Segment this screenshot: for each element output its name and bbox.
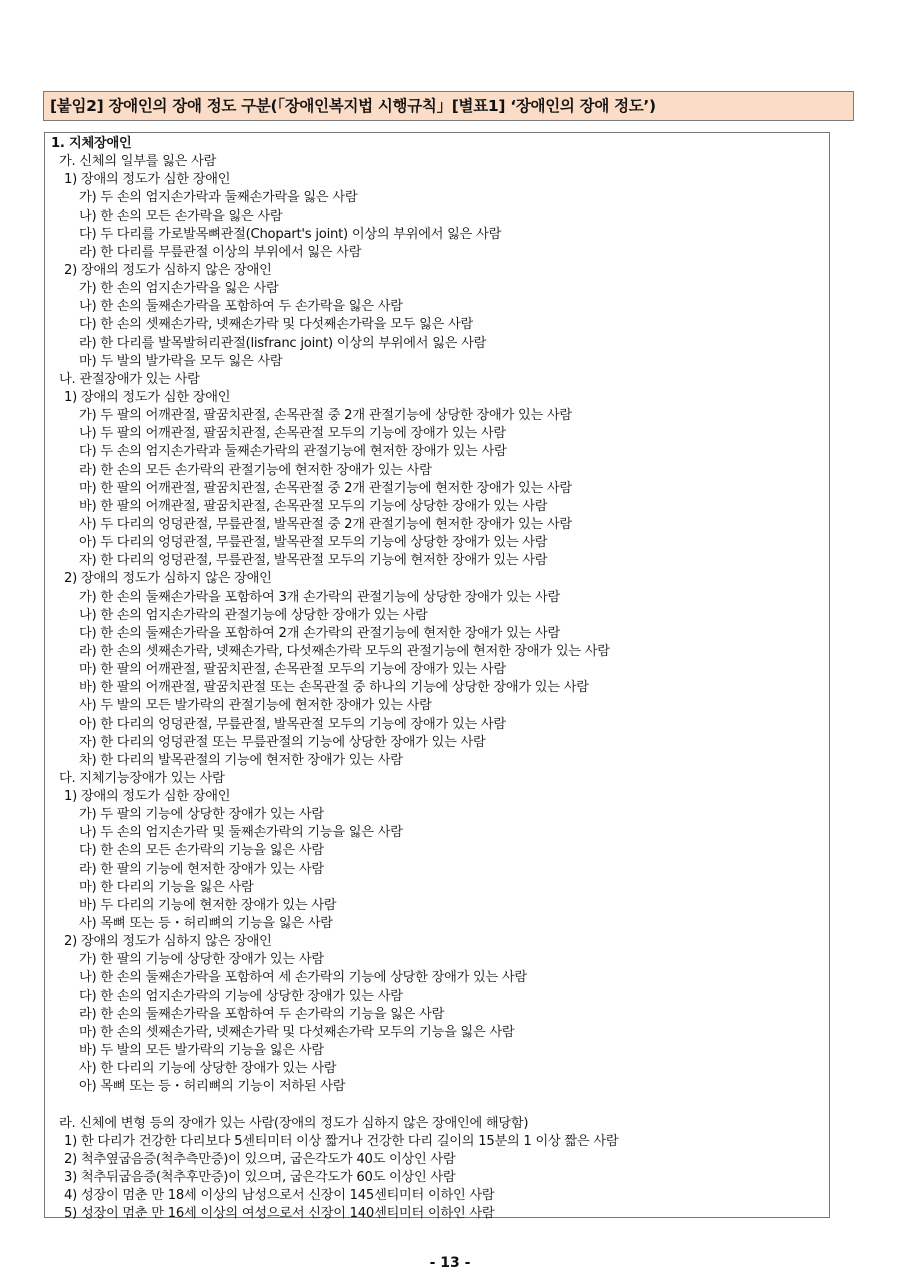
criteria-item: 다) 한 손의 모든 손가락의 기능을 잃은 사람 bbox=[79, 843, 324, 859]
criteria-item: 나) 한 손의 엄지손가락의 관절기능에 상당한 장애가 있는 사람 bbox=[79, 607, 428, 623]
severity-heading: 1) 장애의 정도가 심한 장애인 bbox=[64, 789, 231, 805]
criteria-item: 나) 한 손의 모든 손가락을 잃은 사람 bbox=[79, 208, 283, 224]
criteria-item: 가) 한 손의 둘째손가락을 포함하여 3개 손가락의 관절기능에 상당한 장애가 있는 사람 bbox=[79, 589, 561, 605]
criteria-item: 사) 한 다리의 기능에 상당한 장애가 있는 사람 bbox=[79, 1061, 337, 1077]
criteria-item: 사) 두 다리의 엉덩관절, 무릎관절, 발목관절 중 2개 관절기능에 현저한 장애가 있는 사람 bbox=[79, 516, 572, 532]
severity-heading: 2) 장애의 정도가 심하지 않은 장애인 bbox=[64, 934, 272, 950]
criteria-item: 아) 목뼈 또는 등・허리뼈의 기능이 저하된 사람 bbox=[79, 1079, 346, 1095]
criteria-item: 나) 두 손의 엄지손가락 및 둘째손가락의 기능을 잃은 사람 bbox=[79, 825, 403, 841]
criteria-item: 마) 한 다리의 기능을 잃은 사람 bbox=[79, 879, 254, 895]
criteria-item: 가) 두 팔의 어깨관절, 팔꿈치관절, 손목관절 중 2개 관절기능에 상당한 장애가 있는 사람 bbox=[79, 408, 572, 424]
criteria-item: 마) 한 팔의 어깨관절, 팔꿈치관절, 손목관절 모두의 기능에 장애가 있는 사람 bbox=[79, 662, 506, 678]
disability-criteria-box bbox=[44, 132, 830, 1222]
criteria-item: 가) 한 팔의 기능에 상당한 장애가 있는 사람 bbox=[79, 952, 324, 968]
criteria-item: 마) 한 손의 셋째손가락, 넷째손가락 및 다섯째손가락 모두의 기능을 잃은 사람 bbox=[79, 1024, 515, 1040]
criteria-item: 바) 한 팔의 어깨관절, 팔꿈치관절 또는 손목관절 중 하나의 기능에 상당한 장애가 있는 사람 bbox=[79, 680, 589, 696]
criteria-item: 가) 한 손의 엄지손가락을 잃은 사람 bbox=[79, 281, 279, 297]
criteria-item: 자) 한 다리의 엉덩관절 또는 무릎관절의 기능에 상당한 장애가 있는 사람 bbox=[79, 734, 486, 750]
severity-heading: 1) 장애의 정도가 심한 장애인 bbox=[64, 172, 231, 188]
criteria-item: 라) 한 다리를 무릎관절 이상의 부위에서 잃은 사람 bbox=[79, 244, 362, 260]
criteria-item: 자) 한 다리의 엉덩관절, 무릎관절, 발목관절 모두의 기능에 현저한 장애가 있는 사람 bbox=[79, 553, 548, 569]
criteria-item: 나) 한 손의 둘째손가락을 포함하여 두 손가락을 잃은 사람 bbox=[79, 299, 403, 315]
criteria-item: 라) 한 손의 모든 손가락의 관절기능에 현저한 장애가 있는 사람 bbox=[79, 462, 432, 478]
criteria-item: 아) 한 다리의 엉덩관절, 무릎관절, 발목관절 모두의 기능에 장애가 있는 사람 bbox=[79, 716, 506, 732]
severity-heading: 1) 한 다리가 건강한 다리보다 5센티미터 이상 짧거나 건강한 다리 길이의 15분의 1 이상 짧은 사람 bbox=[64, 1133, 619, 1149]
criteria-item: 아) 두 다리의 엉덩관절, 무릎관절, 발목관절 모두의 기능에 상당한 장애가 있는 사람 bbox=[79, 535, 548, 551]
criteria-item: 가) 두 손의 엄지손가락과 둘째손가락을 잃은 사람 bbox=[79, 190, 358, 206]
criteria-item: 사) 두 발의 모든 발가락의 관절기능에 현저한 장애가 있는 사람 bbox=[79, 698, 432, 714]
document-title: [붙임2] 장애인의 장애 정도 구분(「장애인복지법 시행규칙」[별표1] ‘장애인의 장애 정도’) bbox=[50, 97, 656, 115]
criteria-item: 가) 두 팔의 기능에 상당한 장애가 있는 사람 bbox=[79, 807, 324, 823]
severity-heading: 4) 성장이 멈춘 만 18세 이상의 남성으로서 신장이 145센티미터 이하인 사람 bbox=[64, 1188, 495, 1204]
criteria-item: 라) 한 팔의 기능에 현저한 장애가 있는 사람 bbox=[79, 861, 324, 877]
section-heading: 1. 지체장애인 bbox=[51, 136, 132, 151]
subsection-heading: 다. 지체기능장애가 있는 사람 bbox=[59, 770, 225, 786]
criteria-item: 라) 한 손의 셋째손가락, 넷째손가락, 다섯째손가락 모두의 관절기능에 현저한 장애가 있는 사람 bbox=[79, 643, 610, 659]
criteria-item: 마) 한 팔의 어깨관절, 팔꿈치관절, 손목관절 중 2개 관절기능에 현저한 장애가 있는 사람 bbox=[79, 480, 572, 496]
criteria-item: 바) 한 팔의 어깨관절, 팔꿈치관절, 손목관절 모두의 기능에 상당한 장애가 있는 사람 bbox=[79, 498, 548, 514]
criteria-item: 차) 한 다리의 발목관절의 기능에 현저한 장애가 있는 사람 bbox=[79, 752, 403, 768]
criteria-item: 바) 두 다리의 기능에 현저한 장애가 있는 사람 bbox=[79, 897, 337, 913]
criteria-item: 라) 한 손의 둘째손가락을 포함하여 두 손가락의 기능을 잃은 사람 bbox=[79, 1006, 445, 1022]
blank-line bbox=[51, 1096, 829, 1114]
severity-heading: 3) 척추뒤굽음증(척추후만증)이 있으며, 굽은각도가 60도 이상인 사람 bbox=[64, 1170, 456, 1186]
subsection-heading: 라. 신체에 변형 등의 장애가 있는 사람(장애의 정도가 심하지 않은 장애인에 해당함) bbox=[59, 1115, 529, 1131]
subsection-heading: 나. 관절장애가 있는 사람 bbox=[59, 371, 200, 387]
criteria-item: 다) 두 다리를 가로발목뼈관절(Chopart's joint) 이상의 부위에서 잃은 사람 bbox=[79, 226, 502, 242]
criteria-item: 사) 목뼈 또는 등・허리뼈의 기능을 잃은 사람 bbox=[79, 916, 333, 932]
subsection-heading: 가. 신체의 일부를 잃은 사람 bbox=[59, 154, 217, 170]
severity-heading: 2) 척추옆굽음증(척추측만증)이 있으며, 굽은각도가 40도 이상인 사람 bbox=[64, 1151, 456, 1167]
criteria-item: 나) 한 손의 둘째손가락을 포함하여 세 손가락의 기능에 상당한 장애가 있는 사람 bbox=[79, 970, 527, 986]
criteria-item: 다) 한 손의 둘째손가락을 포함하여 2개 손가락의 관절기능에 현저한 장애가 있는 사람 bbox=[79, 625, 561, 641]
criteria-item: 다) 한 손의 셋째손가락, 넷째손가락 및 다섯째손가락을 모두 잃은 사람 bbox=[79, 317, 474, 333]
criteria-item: 나) 두 팔의 어깨관절, 팔꿈치관절, 손목관절 모두의 기능에 장애가 있는 사람 bbox=[79, 426, 506, 442]
criteria-item: 마) 두 발의 발가락을 모두 잃은 사람 bbox=[79, 353, 283, 369]
document-title-banner bbox=[43, 91, 854, 121]
severity-heading: 2) 장애의 정도가 심하지 않은 장애인 bbox=[64, 571, 272, 587]
criteria-item: 라) 한 다리를 발목발허리관절(lisfranc joint) 이상의 부위에서 잃은 사람 bbox=[79, 335, 487, 351]
criteria-item: 다) 한 손의 엄지손가락의 기능에 상당한 장애가 있는 사람 bbox=[79, 988, 403, 1004]
criteria-item: 다) 두 손의 엄지손가락과 둘째손가락의 관절기능에 현저한 장애가 있는 사람 bbox=[79, 444, 507, 460]
page-number: - 13 - bbox=[429, 1255, 471, 1271]
severity-heading: 1) 장애의 정도가 심한 장애인 bbox=[64, 389, 231, 405]
criteria-item: 바) 두 발의 모든 발가락의 기능을 잃은 사람 bbox=[79, 1043, 324, 1059]
severity-heading: 5) 성장이 멈춘 만 16세 이상의 여성으로서 신장이 140센티미터 이하인 사람 bbox=[64, 1206, 495, 1222]
severity-heading: 2) 장애의 정도가 심하지 않은 장애인 bbox=[64, 262, 272, 278]
